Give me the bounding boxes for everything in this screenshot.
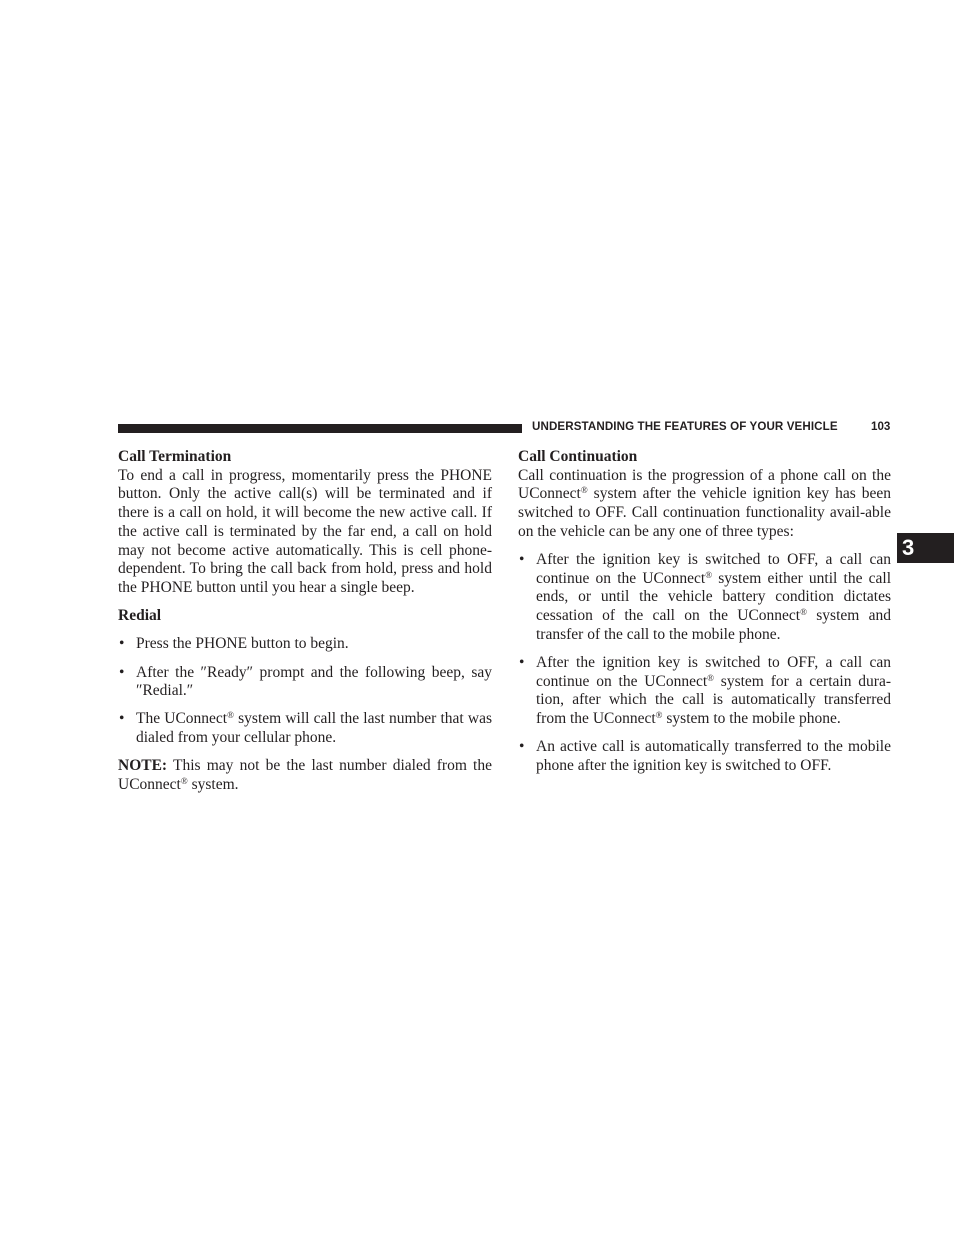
registered-mark: ® <box>227 710 234 721</box>
bullet-icon: • <box>119 635 125 653</box>
list-item: • An active call is automatically transferred to the mobile phone after the ignition key is switched to OFF. <box>519 738 891 775</box>
registered-mark: ® <box>180 776 188 787</box>
list-item: • Press the PHONE button to begin. <box>119 635 349 653</box>
list-item: • The UConnect® system will call the last number that was dialed from your cellular phone. <box>119 710 492 747</box>
call-continuation-list <box>518 551 891 776</box>
call-termination-heading: Call Termination <box>118 448 232 465</box>
registered-mark: ® <box>580 485 588 496</box>
list-item: • After the ignition key is switched to OFF, a call can continue on the UConnect® system for a certain dura-tion, after which the call is automatically transferred from the UConnect® system to the mobile phone. <box>519 654 891 728</box>
header-rule <box>118 424 522 433</box>
redial-list <box>118 635 492 748</box>
bullet-icon: • <box>519 551 525 569</box>
running-header-title: UNDERSTANDING THE FEATURES OF YOUR VEHICLE <box>532 420 838 433</box>
registered-mark: ® <box>705 569 713 580</box>
call-termination-paragraph: To end a call in progress, momentarily press the PHONE button. Only the active call(s) will be terminated and if there is a call on hold, it will become the new active call. If the active call is terminated by the far end, a call on hold may not become active automatically. This is cell phone-dependent. To bring the call back from hold, press and hold the PHONE button until you hear a single beep. <box>118 466 492 596</box>
registered-mark: ® <box>655 710 663 721</box>
list-item: • After the ″Ready″ prompt and the following beep, say ″Redial.″ <box>119 663 492 700</box>
call-continuation-heading: Call Continuation <box>518 448 638 465</box>
bullet-icon: • <box>519 654 525 672</box>
chapter-number: 3 <box>902 535 915 560</box>
registered-mark: ® <box>800 607 807 618</box>
registered-mark: ® <box>707 672 714 683</box>
redial-heading: Redial <box>118 607 162 625</box>
bullet-icon: • <box>519 738 525 756</box>
bullet-icon: • <box>119 710 125 728</box>
right-column <box>518 448 891 776</box>
bullet-icon: • <box>119 663 125 681</box>
call-continuation-paragraph: Call continuation is the progression of a phone call on the UConnect® system after the vehicle ignition key has been switched to OFF. Call continuation functionality avail-able on the vehicle can be any one of three types: <box>518 466 891 540</box>
list-item: • After the ignition key is switched to OFF, a call can continue on the UConnect® system either until the call ends, or until the vehicle battery condition dictates cessation of the call on the UConnect® system and transfer of the call to the mobile phone. <box>519 551 892 643</box>
page-number: 103 <box>871 420 891 433</box>
note-paragraph: NOTE: This may not be the last number dialed from the UConnect® system. <box>118 757 492 794</box>
note-label: NOTE: <box>118 757 168 775</box>
chapter-tab <box>897 533 954 563</box>
left-column <box>118 448 492 795</box>
